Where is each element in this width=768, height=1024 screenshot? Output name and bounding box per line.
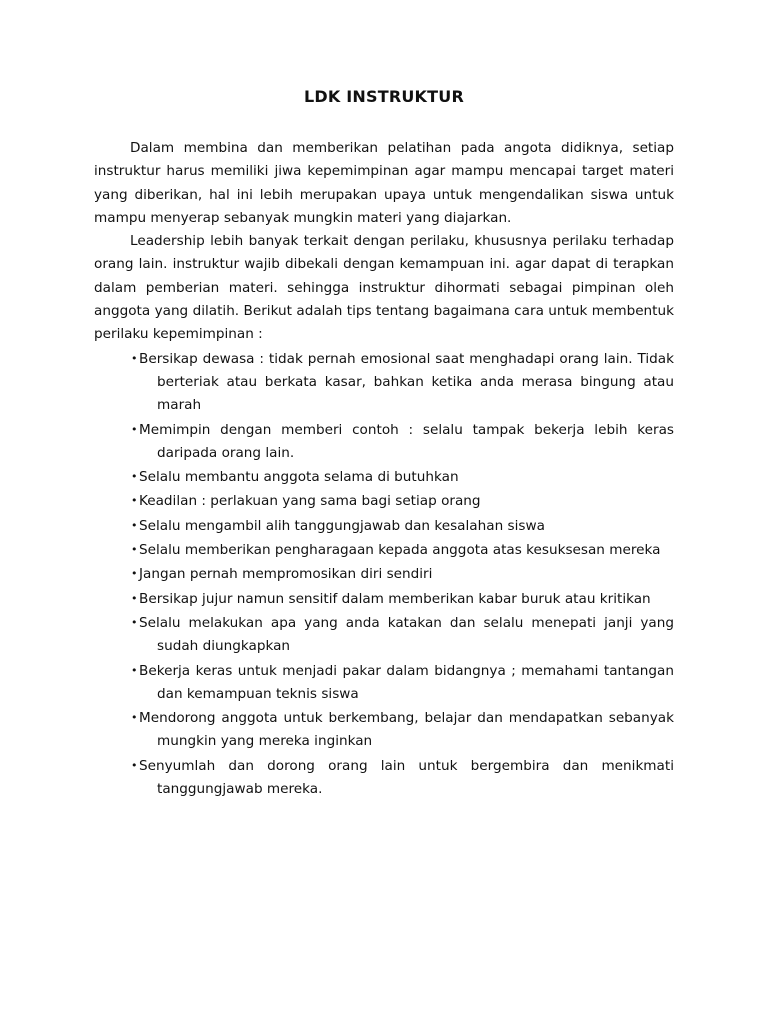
list-item-text: Bersikap dewasa : tidak pernah emosional saat menghadapi orang lain. Tidak berteriak atau berkata kasar, bahkan ketika anda merasa bingung atau marah xyxy=(139,350,674,414)
bullet-icon: • xyxy=(131,422,138,436)
bullet-icon: • xyxy=(131,518,138,532)
list-item-text: Selalu melakukan apa yang anda katakan dan selalu menepati janji yang sudah diungkapkan xyxy=(139,614,674,655)
bullet-icon: • xyxy=(131,351,138,365)
list-item-text: Bekerja keras untuk menjadi pakar dalam bidangnya ; memahami tantangan dan kemampuan teknis siswa xyxy=(139,662,674,702)
document-body xyxy=(94,137,674,801)
bullet-icon: • xyxy=(131,494,138,508)
list-item xyxy=(131,418,674,466)
list-item-text: Selalu membantu anggota selama di butuhkan xyxy=(139,469,459,486)
bullet-icon: • xyxy=(131,470,138,484)
list-item-text: Jangan pernah mempromosikan diri sendiri xyxy=(139,566,433,583)
list-item xyxy=(131,538,674,562)
list-item-text: Selalu mengambil alih tanggungjawab dan kesalahan siswa xyxy=(139,517,545,534)
list-item-text: Mendorong anggota untuk berkembang, belajar dan mendapatkan sebanyak mungkin yang mereka inginkan xyxy=(139,710,674,750)
list-item-text: Senyumlah dan dorong orang lain untuk bergembira dan menikmati tanggungjawab mereka. xyxy=(139,757,674,798)
list-item xyxy=(131,659,674,707)
list-item xyxy=(131,514,674,538)
bullet-icon: • xyxy=(131,591,138,605)
list-item xyxy=(131,587,674,611)
document-title: LDK INSTRUKTUR xyxy=(304,87,464,106)
tips-list xyxy=(94,347,674,802)
bullet-icon: • xyxy=(131,758,138,772)
list-item xyxy=(131,489,674,513)
list-item xyxy=(131,465,674,489)
bullet-icon: • xyxy=(131,615,138,629)
bullet-icon: • xyxy=(131,543,138,557)
list-item xyxy=(131,611,674,659)
list-item xyxy=(131,754,674,802)
paragraph-leadership: Leadership lebih banyak terkait dengan perilaku, khususnya perilaku terhadap orang lain. instruktur wajib dibekali dengan kemampuan ini. agar dapat di terapkan dalam pemberian materi. sehingga instruktur dihormati sebagai pimpinan oleh anggota yang dilatih. Berikut adalah tips tentang bagaimana cara untuk membentuk perilaku kepemimpinan : xyxy=(94,233,674,343)
list-item xyxy=(131,347,674,418)
list-item-text: Keadilan : perlakuan yang sama bagi setiap orang xyxy=(139,493,481,510)
paragraph-intro: Dalam membina dan memberikan pelatihan pada angota didiknya, setiap instruktur harus memiliki jiwa kepemimpinan agar mampu mencapai target materi yang diberikan, hal ini lebih merupakan upaya untuk mengendalikan siswa untuk mampu menyerap sebanyak mungkin materi yang diajarkan. xyxy=(94,140,674,226)
list-item-text: Memimpin dengan memberi contoh : selalu tampak bekerja lebih keras daripada orang lain. xyxy=(139,421,674,461)
bullet-icon: • xyxy=(131,711,138,725)
bullet-icon: • xyxy=(131,663,138,677)
bullet-icon: • xyxy=(131,567,138,581)
list-item xyxy=(131,562,674,586)
list-item-text: Selalu memberikan pengharagaan kepada anggota atas kesuksesan mereka xyxy=(139,542,661,559)
list-item xyxy=(131,706,674,754)
list-item-text: Bersikap jujur namun sensitif dalam memberikan kabar buruk atau kritikan xyxy=(139,590,651,607)
